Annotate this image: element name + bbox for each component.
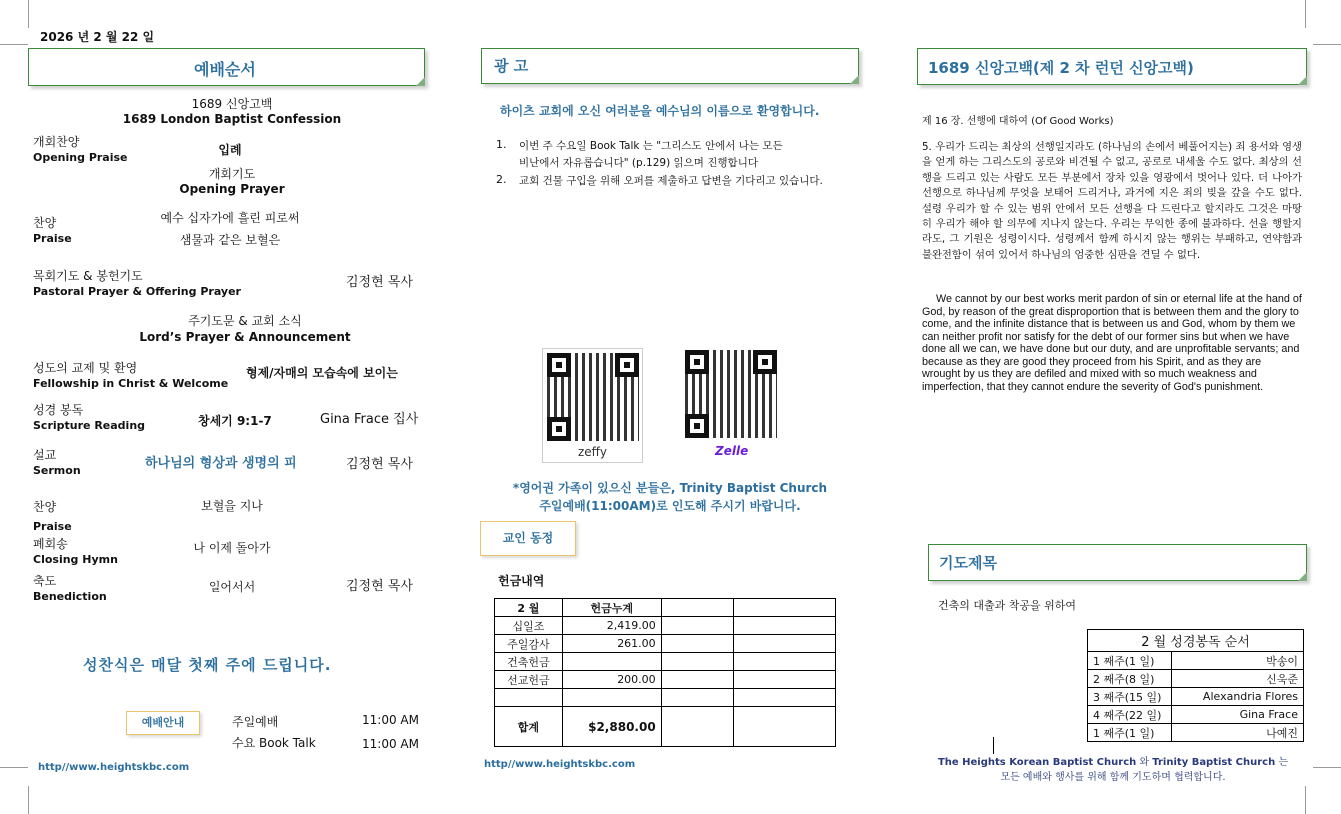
service-info-label: 예배안내	[141, 716, 185, 729]
conjunction: 와	[1136, 757, 1153, 768]
service-time: 11:00 AM	[362, 737, 419, 751]
item-en: Closing Hymn	[33, 553, 118, 566]
notice-line: 비난에서 자유롭습니다" (p.129) 읽으며 진행합니다	[519, 157, 758, 169]
church-website-link[interactable]: http//www.heightskbc.com	[38, 762, 190, 773]
total-value: $2,880.00	[562, 707, 661, 747]
item-ko: 성경 봉독	[33, 403, 84, 417]
empty-cell	[495, 689, 563, 707]
header-month: 2 월	[495, 599, 563, 617]
row-label: 건축헌금	[495, 653, 563, 671]
announcements-header	[481, 48, 859, 84]
qr-corner	[547, 417, 571, 441]
reading-week: 1 째주(1 일)	[1088, 652, 1172, 670]
table-row	[1088, 670, 1304, 688]
empty-cell	[734, 653, 836, 671]
reading-week: 3 째주(15 일)	[1088, 688, 1172, 706]
partnership-line2: 모든 예배와 행사를 위해 함께 기도하며 협력합니다.	[1000, 772, 1226, 783]
church-name-1: The Heights Korean Baptist Church	[937, 757, 1137, 768]
bible-reading-table	[1087, 629, 1304, 742]
empty-cell	[734, 635, 836, 653]
announcements-title: 광 고	[494, 57, 529, 75]
row-value: 2,419.00	[562, 617, 661, 635]
particle: 는	[1275, 757, 1289, 768]
empty-cell	[661, 599, 734, 617]
total-label: 합계	[495, 707, 563, 747]
item-praise	[33, 216, 72, 246]
confession-header	[917, 48, 1307, 85]
empty-cell	[734, 689, 836, 707]
crop-mark	[28, 786, 29, 814]
reading-week: 1 째주(1 일)	[1088, 724, 1172, 742]
sermon-title: 하나님의 형상과 생명의 피	[145, 456, 297, 471]
zeffy-label: zeffy	[577, 445, 608, 459]
order-of-worship-header	[28, 48, 425, 86]
welcome-message: 하이츠 교회에 오신 여러분을 예수님의 이름으로 환영합니다.	[500, 104, 820, 118]
qr-corner	[685, 350, 709, 374]
offering-table	[494, 598, 836, 747]
page-fold	[1298, 76, 1307, 85]
item-en: Praise	[33, 232, 72, 245]
english-ministry-note: 주일예배(11:00AM)로 인도해 주시기 바랍니다.	[539, 499, 801, 513]
scripture-reader: Gina Frace 집사	[320, 412, 419, 427]
opening-prayer-en: Opening Prayer	[179, 182, 285, 196]
service-name: 주일예배	[232, 715, 279, 729]
prayer-header	[928, 544, 1307, 581]
crop-mark	[28, 0, 29, 28]
item-ko: 목회기도 & 봉헌기도	[33, 269, 143, 283]
empty-cell	[661, 635, 734, 653]
reading-name: Gina Frace	[1172, 706, 1304, 724]
empty-cell	[661, 689, 734, 707]
table-total-row	[495, 707, 836, 747]
table-header-row	[1088, 630, 1304, 652]
page-fold	[1298, 572, 1307, 581]
item-scripture-reading	[33, 403, 145, 433]
text-cursor	[993, 737, 994, 754]
crop-mark	[1305, 0, 1306, 28]
item-en: Pastoral Prayer & Offering Prayer	[33, 285, 241, 298]
table-header-row	[495, 599, 836, 617]
zelle-payment-qr[interactable]	[685, 348, 786, 463]
church-family-badge	[480, 521, 576, 556]
item-ko: 설교	[33, 448, 57, 462]
service-info-badge	[126, 711, 200, 735]
item-en: Fellowship in Christ & Welcome	[33, 377, 229, 390]
zeffy-donation-qr[interactable]	[542, 348, 643, 463]
bible-reading-title: 2 월 성경봉독 순서	[1088, 630, 1304, 652]
lords-prayer-ko: 주기도문 & 교회 소식	[188, 314, 302, 328]
confession-title: 1689 신앙고백(제 2 차 런던 신앙고백)	[928, 59, 1194, 77]
confession-en: 1689 London Baptist Confession	[122, 112, 342, 126]
reading-name: Alexandria Flores	[1172, 688, 1304, 706]
empty-cell	[734, 599, 836, 617]
notice-line: 이번 주 수요일 Book Talk 는 "그리스도 안에서 나는 모든	[519, 140, 783, 152]
reading-name: 신욱준	[1172, 670, 1304, 688]
crop-mark	[1305, 786, 1306, 814]
item-ko: 개회찬양	[33, 135, 80, 149]
item-ko: 찬양	[33, 500, 57, 514]
empty-cell	[562, 689, 661, 707]
reading-week: 2 째주(8 일)	[1088, 670, 1172, 688]
prayer-item: 건축의 대출과 착공을 위하여	[938, 599, 1077, 612]
pastor-name: 김정현 목사	[346, 457, 413, 472]
item-en: Praise	[33, 520, 72, 533]
fellowship-song: 형제/자매의 모습속에 보이는	[246, 366, 398, 380]
confession-korean-text: 5. 우리가 드리는 최상의 선행일지라도 (하나님의 손에서 베풀어지는) 죄 용서와 영생을 얻게 하는 그리스도의 공로와 비견될 수 없고, 공로로 내세울 수도 없다. 최상의 선행을 드리고 있는 사람도 모든 부분에서 장차 있을 영광에서 벗어나 있다. 더 나아가 선행으로 하나님께 무엇을 보태어 드리거나, 과거에 지은 죄의 빚을 갚을 수도 없다. 설령 우리가 할 수 있는 범위 안에서 모든 선행을 다 드린다고 할지라도 그것은 마땅히 우리가 해야 할 의무에 지나지 않는다. 우리는 무익한 종에 불과하다. 선을 행할지라도, 그 기원은 성령이시다. 성령께서 함께 하시지 않는 행위는 부패하고, 연약함과 불완전함이 섞여 있어서 하나님의 엄중한 심판을 견딜 수 없다.	[922, 141, 1302, 261]
table-row	[1088, 706, 1304, 724]
empty-cell	[661, 617, 734, 635]
notice-number: 1.	[496, 138, 507, 151]
item-en: Sermon	[33, 464, 81, 477]
empty-cell	[734, 671, 836, 689]
item-ko: 축도	[33, 574, 57, 588]
qr-corner	[685, 414, 709, 438]
item-ko: 성도의 교제 및 환영	[33, 361, 138, 375]
pastor-name: 김정현 목사	[346, 579, 413, 594]
table-row	[495, 671, 836, 689]
item-opening-praise	[33, 135, 128, 165]
offering-title: 헌금내역	[498, 574, 545, 588]
empty-cell	[734, 617, 836, 635]
church-name-2: Trinity Baptist Church	[1152, 757, 1276, 768]
partnership-note	[918, 755, 1308, 785]
order-of-worship-title: 예배순서	[194, 60, 256, 79]
row-value: 200.00	[562, 671, 661, 689]
praise-song-1: 예수 십자가에 흘린 피로써	[160, 211, 300, 225]
item-ko: 찬양	[33, 216, 57, 230]
table-row	[495, 653, 836, 671]
qr-corner	[547, 353, 571, 377]
church-family-label: 교인 동정	[502, 531, 554, 545]
confession-english-text: We cannot by our best works merit pardon of sin or eternal life at the hand of God, by reason of the great disproportion that is between them and the glory to come, and the infinite distance that is between us and God, whom by them we can neither profit nor satisfy for the debt of our former sins but when we have done all we can, we have done but our duty, and are unprofitable servants; and because as they are good they proceed from his Spirit, and as they are wrought by us they are defiled and mixed with so much weakness and imperfection, that they cannot endure the severity of God's punishment.	[922, 293, 1302, 393]
empty-cell	[661, 653, 734, 671]
page-fold	[850, 75, 859, 84]
empty-cell	[734, 707, 836, 747]
table-row	[1088, 724, 1304, 742]
table-row	[1088, 688, 1304, 706]
item-fellowship	[33, 361, 228, 391]
opening-song: 입례	[218, 143, 242, 157]
prayer-title: 기도제목	[939, 554, 997, 572]
item-benediction	[33, 574, 107, 604]
pastor-name: 김정현 목사	[346, 275, 413, 290]
item-pastoral-prayer	[33, 269, 241, 299]
item-praise-2	[33, 500, 72, 534]
item-ko: 폐회송	[33, 537, 68, 551]
table-row	[495, 617, 836, 635]
chapter-title: 제 16 장. 선행에 대하여 (Of Good Works)	[922, 116, 1114, 127]
english-ministry-note: *영어권 가족이 있으신 분들은, Trinity Baptist Church	[512, 481, 828, 495]
notice-number: 2.	[496, 173, 507, 186]
item-en: Opening Praise	[33, 151, 128, 164]
empty-cell	[661, 671, 734, 689]
row-value	[562, 653, 661, 671]
crop-mark	[0, 44, 28, 45]
benediction-song: 일어서서	[208, 580, 256, 594]
opening-prayer-ko: 개회기도	[208, 167, 256, 181]
praise-song-3: 보혈을 지나	[201, 499, 263, 513]
item-en: Benediction	[33, 590, 107, 603]
qr-code-icon	[685, 350, 777, 438]
closing-hymn: 나 이제 돌아가	[193, 541, 271, 555]
table-row	[1088, 652, 1304, 670]
qr-corner	[753, 350, 777, 374]
empty-cell	[661, 707, 734, 747]
table-row	[495, 689, 836, 707]
reading-week: 4 째주(22 일)	[1088, 706, 1172, 724]
crop-mark	[1313, 44, 1341, 45]
item-sermon	[33, 448, 81, 478]
notice-line: 교회 건물 구입을 위해 오퍼를 제출하고 답변을 기다리고 있습니다.	[519, 175, 823, 187]
item-closing-hymn	[33, 537, 118, 567]
scripture-passage: 창세기 9:1-7	[198, 414, 272, 428]
reading-name: 나예진	[1172, 724, 1304, 742]
praise-song-2: 샘물과 같은 보혈은	[179, 233, 281, 247]
row-value: 261.00	[562, 635, 661, 653]
reading-name: 박송이	[1172, 652, 1304, 670]
row-label: 십일조	[495, 617, 563, 635]
page-fold	[416, 77, 425, 86]
crop-mark	[1313, 767, 1341, 768]
row-label: 주일감사	[495, 635, 563, 653]
qr-code-icon	[547, 353, 639, 441]
table-row	[495, 635, 836, 653]
zelle-label: Zelle	[715, 444, 749, 458]
qr-corner	[615, 353, 639, 377]
confession-ko: 1689 신앙고백	[191, 97, 273, 111]
service-time: 11:00 AM	[362, 713, 419, 727]
item-en: Scripture Reading	[33, 419, 146, 432]
lords-prayer-en: Lord’s Prayer & Announcement	[139, 330, 351, 344]
bulletin-date: 2026 년 2 월 22 일	[40, 30, 155, 44]
crop-mark	[0, 767, 28, 768]
service-name: 수요 Book Talk	[232, 736, 316, 750]
header-total: 헌금누계	[562, 599, 661, 617]
communion-note: 성찬식은 매달 첫째 주에 드립니다.	[83, 656, 332, 674]
row-label: 선교헌금	[495, 671, 563, 689]
church-website-link[interactable]: http//www.heightskbc.com	[484, 759, 636, 770]
